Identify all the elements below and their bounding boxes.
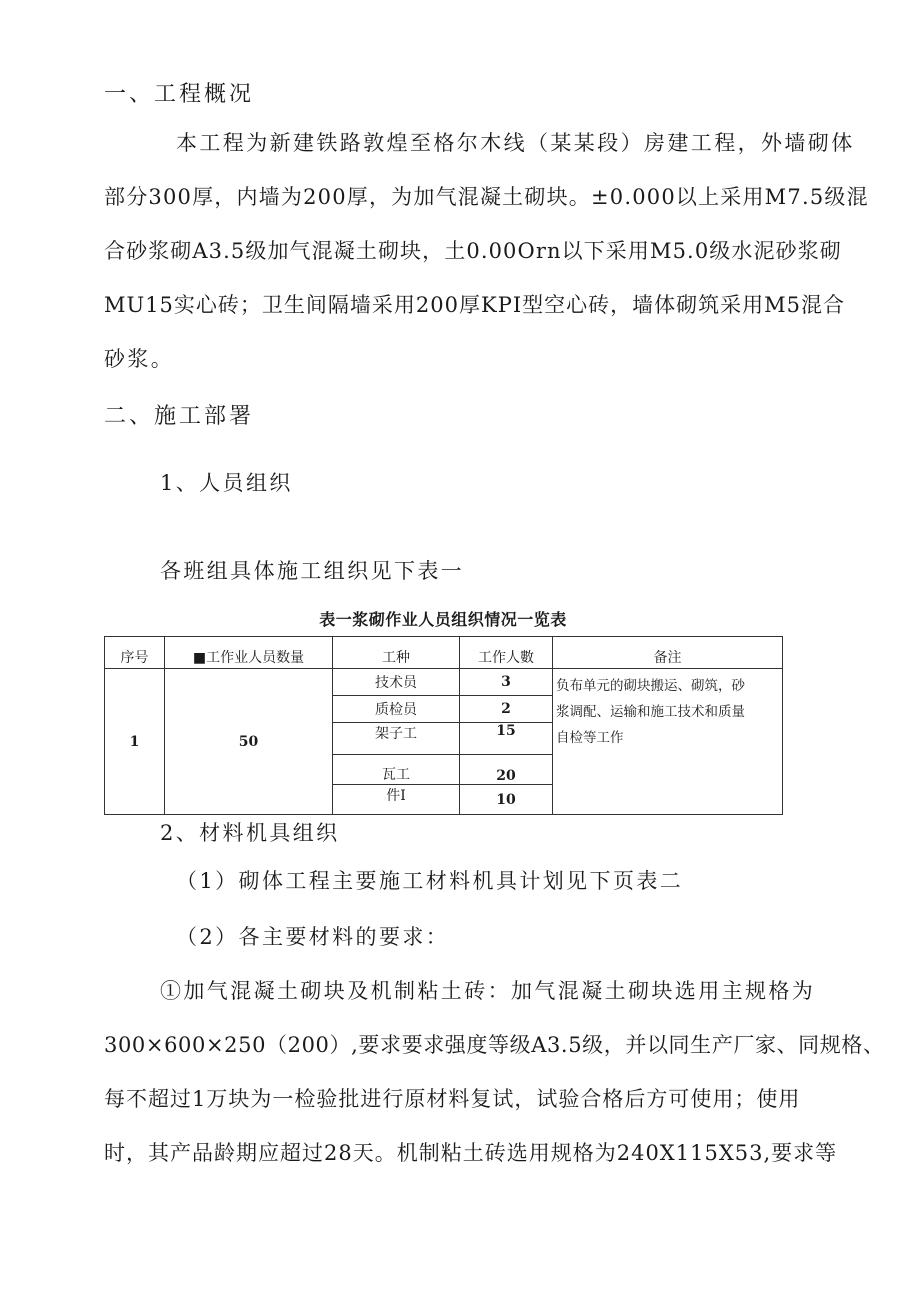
overview-line-4: MU15实心砖；卫生间隔墙采用200厚KPI型空心砖，墙体砌筑采用M5混合 — [104, 293, 845, 317]
table-1-caption: 表一浆砌作业人员组织情况一览表 — [319, 610, 567, 629]
cell-work-type: 件I — [333, 785, 460, 815]
remarks-line: 负布单元的砌块搬运、砌筑，砂 — [556, 678, 745, 694]
cell-worker-count: 10 — [460, 785, 553, 815]
cell-seq: 1 — [105, 669, 165, 815]
remarks-line: 浆调配、运输和施工技术和质量 — [556, 704, 745, 720]
overview-line-5: 砂浆。 — [104, 347, 175, 371]
table-row — [105, 669, 783, 696]
section-1-title: 一、工程概况 — [104, 82, 255, 107]
cell-work-type: 质检员 — [333, 696, 460, 723]
materials-line-2: 300×600×250（200）,要求要求强度等级A3.5级，并以同生产厂家、同规格、 — [104, 1033, 885, 1057]
materials-title: 2、材料机具组织 — [160, 821, 340, 845]
cell-work-type: 瓦工 — [333, 755, 460, 785]
cell-worker-count: 3 — [460, 669, 553, 696]
overview-line-1: 本工程为新建铁路敦煌至格尔木线（某某段）房建工程，外墙砌体 — [176, 131, 855, 155]
materials-line-3: 每不超过1万块为一检验批进行原材料复试，试验合格后方可使用；使用 — [104, 1087, 801, 1111]
cell-work-type: 架子工 — [333, 723, 460, 755]
header-remarks: 备注 — [553, 637, 783, 669]
materials-line-4: 时，其产品龄期应超过28天。机制粘土砖选用规格为240X115X53,要求等 — [104, 1141, 838, 1165]
personnel-text: 各班组具体施工组织见下表一 — [160, 559, 465, 583]
cell-work-type: 技术员 — [333, 669, 460, 696]
header-worker-count: 工作人數 — [460, 637, 553, 669]
personnel-title: 1、人员组织 — [160, 471, 293, 495]
table-header-row — [105, 637, 783, 669]
header-work-type: 工种 — [333, 637, 460, 669]
remarks-line: 自检等工作 — [556, 730, 624, 746]
cell-total: 50 — [165, 669, 333, 815]
section-2-title: 二、施工部署 — [104, 404, 255, 429]
materials-item-1: （1）砌体工程主要施工材料机具计划见下页表二 — [176, 869, 684, 893]
overview-line-2: 部分300厚，内墙为200厚，为加气混凝土砌块。±0.000以上采用M7.5级混 — [104, 185, 869, 209]
materials-line-1: ①加气混凝土砌块及机制粘土砖：加气混凝土砌块选用主规格为 — [160, 979, 816, 1003]
cell-worker-count: 20 — [460, 755, 553, 785]
materials-item-2: （2）各主要材料的要求： — [176, 925, 450, 949]
cell-worker-count: 15 — [460, 723, 553, 755]
personnel-table — [104, 636, 783, 815]
header-staff-count: ■工作业人员数量 — [165, 637, 333, 669]
cell-remarks — [553, 669, 783, 815]
header-seq: 序号 — [105, 637, 165, 669]
overview-line-3: 合砂浆砌A3.5级加气混凝土砌块，土0.00Orn以下采用M5.0级水泥砂浆砌 — [104, 239, 842, 263]
cell-worker-count: 2 — [460, 696, 553, 723]
